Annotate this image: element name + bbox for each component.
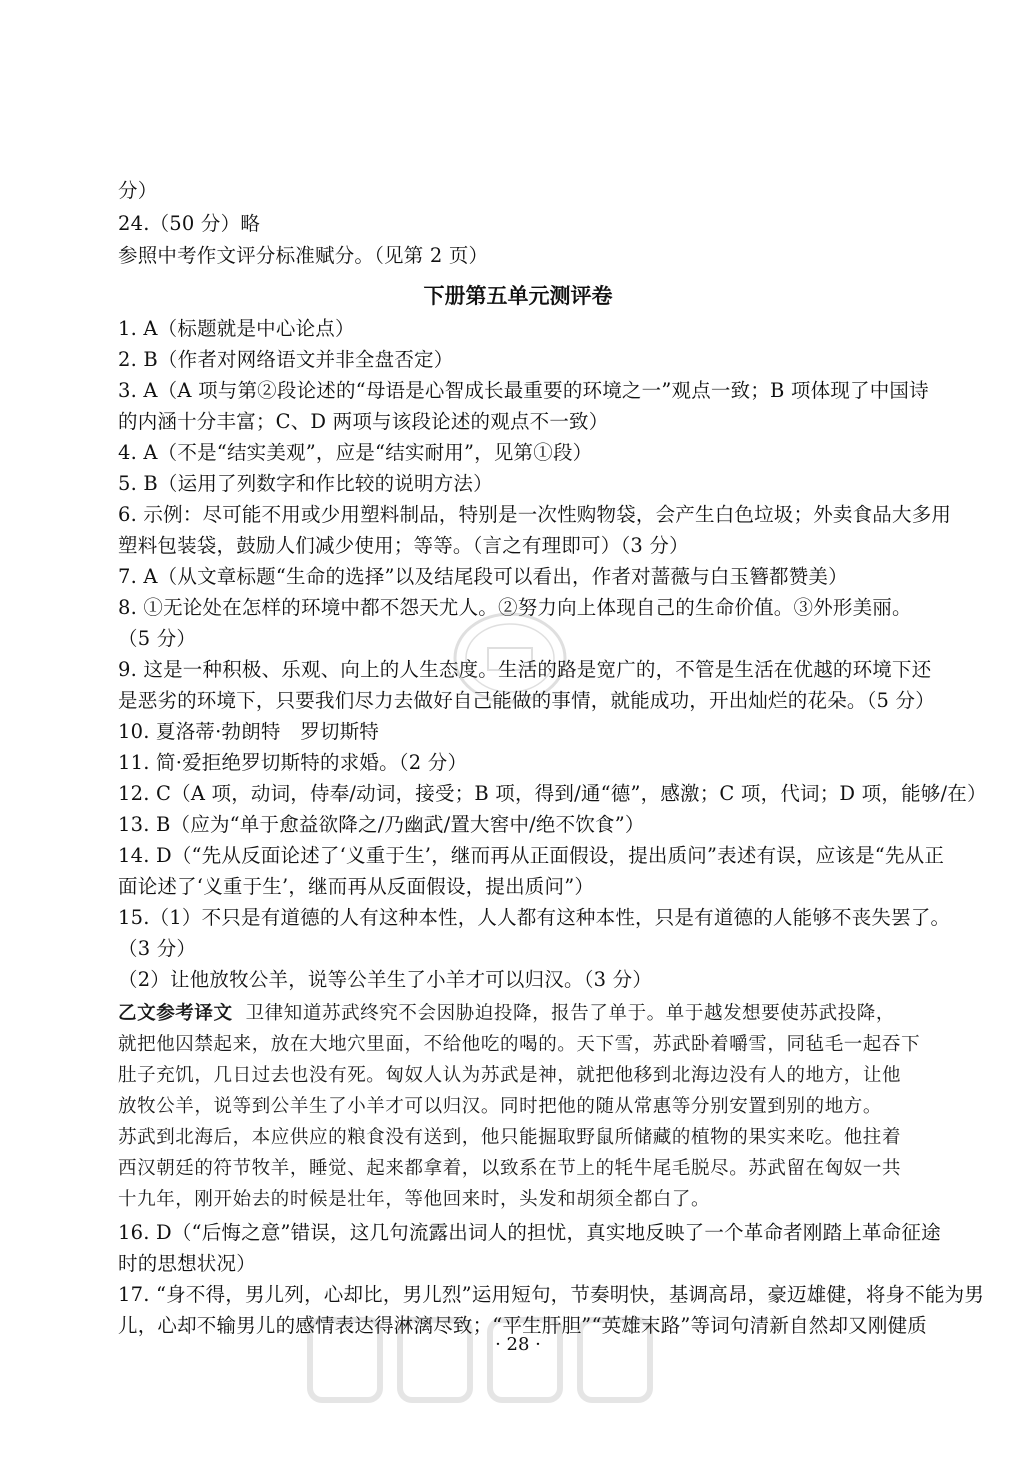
- translation-line: 就把他囚禁起来，放在大地穴里面，不给他吃的喝的。天下雪，苏武卧着嚼雪，同毡毛一起吞下: [118, 1034, 921, 1055]
- answer-line: （3 分）: [118, 937, 197, 960]
- answer-line: 17. “身不得，男儿列，心却比，男儿烈”运用短句，节奏明快，基调高昂，豪迈雄健，将身不能为男: [118, 1283, 985, 1306]
- watermark-logo: [450, 608, 570, 708]
- answer-line: 时的思想状况）: [118, 1252, 256, 1275]
- answer-line: 塑料包装袋，鼓励人们减少使用；等等。（言之有理即可）（3 分）: [118, 534, 689, 557]
- text-line: 24.（50 分）略: [118, 212, 261, 235]
- translation-line: 苏武到北海后，本应供应的粮食没有送到，他只能掘取野鼠所储藏的植物的果实来吃。他拄着: [118, 1127, 902, 1148]
- answer-line: 的内涵十分丰富；C、D 两项与该段论述的观点不一致）: [118, 410, 609, 433]
- answer-line: 5. B（运用了列数字和作比较的说明方法）: [118, 472, 493, 495]
- answer-line: 10. 夏洛蒂·勃朗特 罗切斯特: [118, 720, 380, 743]
- answer-line: 16. D（“后悔之意”错误，这几句流露出词人的担忧，真实地反映了一个革命者刚踏上革命征途: [118, 1221, 941, 1244]
- translation-line: 肚子充饥，几日过去也没有死。匈奴人认为苏武是神，就把他移到北海边没有人的地方，让他: [118, 1065, 902, 1086]
- answer-line: 4. A（不是“结实美观”，应是“结实耐用”，见第①段）: [118, 441, 593, 464]
- text-line: 参照中考作文评分标准赋分。（见第 2 页）: [118, 244, 489, 267]
- answer-line: 11. 简·爱拒绝罗切斯特的求婚。（2 分）: [118, 751, 468, 774]
- answer-line: 8. ①无论处在怎样的环境中都不怨天尤人。②努力向上体现自己的生命价值。③外形美丽。: [118, 596, 912, 619]
- section-title: 下册第五单元测评卷: [423, 284, 613, 308]
- answer-line: 是恶劣的环境下，只要我们尽力去做好自己能做的事情，就能成功，开出灿烂的花朵。（5 分）: [118, 689, 935, 712]
- answer-line: 15.（1）不只是有道德的人有这种本性，人人都有这种本性，只是有道德的人能够不丧失罢了。: [118, 906, 951, 929]
- answer-line: 12. C（A 项，动词，侍奉/动词，接受；B 项，得到/通“德”，感激；C 项，代词；D 项，能够/在）: [118, 782, 987, 805]
- answer-line: 14. D（“先从反面论述了‘义重于生’，继而再从正面假设，提出质问”表述有误，应该是“先从正: [118, 844, 945, 867]
- answer-line: 面论述了‘义重于生’，继而再从反面假设，提出质问”）: [118, 875, 595, 898]
- answer-line: 7. A（从文章标题“生命的选择”以及结尾段可以看出，作者对蔷薇与白玉簪都赞美）: [118, 565, 848, 588]
- answer-line: 儿，心却不输男儿的感情表达得淋漓尽致；“平生肝胆”“英雄末路”等词句清新自然却又刚健质: [118, 1314, 927, 1337]
- page-number: · 28 ·: [495, 1334, 541, 1355]
- answer-line: 2. B（作者对网络语文并非全盘否定）: [118, 348, 454, 371]
- text-line: 分）: [118, 179, 158, 202]
- translation-line: 十九年，刚开始去的时候是壮年，等他回来时，头发和胡须全都白了。: [118, 1189, 711, 1210]
- answer-line: 9. 这是一种积极、乐观、向上的人生态度。生活的路是宽广的，不管是生活在优越的环境下还: [118, 658, 932, 681]
- answer-line: 6. 示例：尽可能不用或少用塑料制品，特别是一次性购物袋，会产生白色垃圾；外卖食品大多用: [118, 503, 952, 526]
- answer-line: 3. A（A 项与第②段论述的“母语是心智成长最重要的环境之一”观点一致；B 项体现了中国诗: [118, 379, 929, 402]
- translation-line: 放牧公羊，说等到公羊生了小羊才可以归汉。同时把他的随从常惠等分别安置到别的地方。: [118, 1096, 883, 1117]
- translation-line: [118, 998, 940, 1029]
- watermark-stamp: [300, 1300, 660, 1420]
- answer-line: （5 分）: [118, 627, 197, 650]
- translation-text: 卫律知道苏武终究不会因胁迫投降，报告了单于。单于越发想要使苏武投降，: [245, 1003, 895, 1024]
- answer-line: 1. A（标题就是中心论点）: [118, 317, 355, 340]
- translation-label: 乙文参考译文: [118, 1003, 233, 1024]
- answer-line: （2）让他放牧公羊，说等公羊生了小羊才可以归汉。（3 分）: [118, 968, 653, 991]
- translation-line: 西汉朝廷的符节牧羊，睡觉、起来都拿着，以致系在节上的牦牛尾毛脱尽。苏武留在匈奴一共: [118, 1158, 902, 1179]
- answer-line: 13. B（应为“单于愈益欲降之/乃幽武/置大窖中/绝不饮食”）: [118, 813, 645, 836]
